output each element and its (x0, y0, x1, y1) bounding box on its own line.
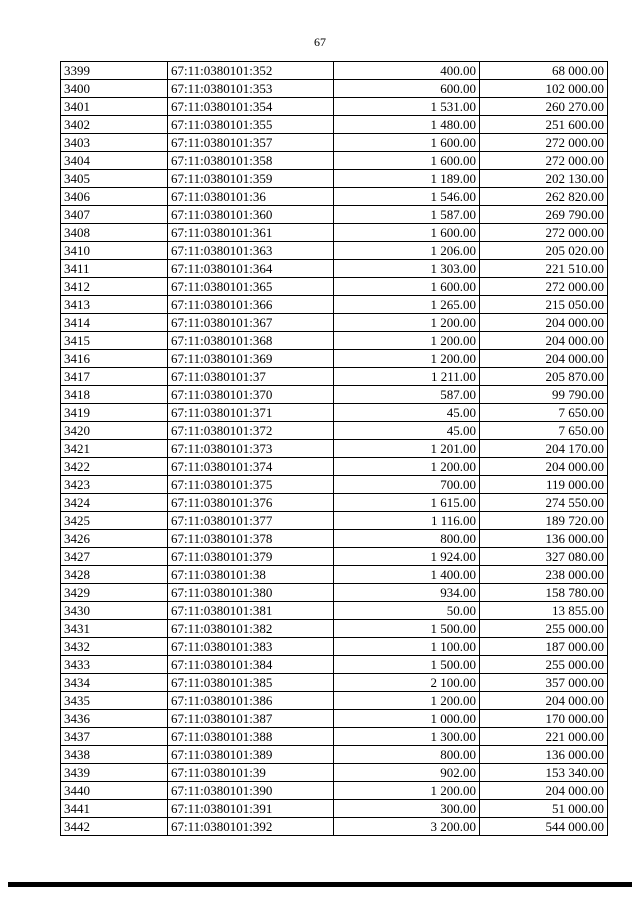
area-cell: 1 200.00 (334, 314, 480, 332)
cadastral-number-cell: 67:11:0380101:359 (168, 170, 334, 188)
row-number-cell: 3423 (61, 476, 168, 494)
table-row (61, 242, 608, 260)
row-number-cell: 3438 (61, 746, 168, 764)
cadastral-value-cell: 205 020.00 (480, 242, 608, 260)
area-cell: 1 480.00 (334, 116, 480, 134)
table-row (61, 188, 608, 206)
cadastral-number-cell: 67:11:0380101:370 (168, 386, 334, 404)
cadastral-number-cell: 67:11:0380101:39 (168, 764, 334, 782)
row-number-cell: 3402 (61, 116, 168, 134)
area-cell: 300.00 (334, 800, 480, 818)
row-number-cell: 3430 (61, 602, 168, 620)
table-row (61, 494, 608, 512)
area-cell: 1 200.00 (334, 782, 480, 800)
table-row (61, 548, 608, 566)
area-cell: 1 000.00 (334, 710, 480, 728)
row-number-cell: 3404 (61, 152, 168, 170)
table-row (61, 296, 608, 314)
cadastral-number-cell: 67:11:0380101:381 (168, 602, 334, 620)
cadastral-number-cell: 67:11:0380101:360 (168, 206, 334, 224)
area-cell: 1 189.00 (334, 170, 480, 188)
row-number-cell: 3417 (61, 368, 168, 386)
row-number-cell: 3403 (61, 134, 168, 152)
footer-rule (8, 882, 632, 887)
table-row (61, 134, 608, 152)
cadastral-value-cell: 204 000.00 (480, 314, 608, 332)
cadastral-value-cell: 7 650.00 (480, 422, 608, 440)
table-row (61, 656, 608, 674)
table-row (61, 314, 608, 332)
cadastral-value-cell: 269 790.00 (480, 206, 608, 224)
cadastral-number-cell: 67:11:0380101:391 (168, 800, 334, 818)
area-cell: 1 100.00 (334, 638, 480, 656)
cadastral-number-cell: 67:11:0380101:369 (168, 350, 334, 368)
cadastral-value-cell: 357 000.00 (480, 674, 608, 692)
cadastral-value-cell: 255 000.00 (480, 656, 608, 674)
row-number-cell: 3420 (61, 422, 168, 440)
area-cell: 600.00 (334, 80, 480, 98)
cadastral-number-cell: 67:11:0380101:371 (168, 404, 334, 422)
row-number-cell: 3415 (61, 332, 168, 350)
cadastral-value-cell: 221 510.00 (480, 260, 608, 278)
cadastral-value-cell: 204 000.00 (480, 458, 608, 476)
cadastral-number-cell: 67:11:0380101:366 (168, 296, 334, 314)
area-cell: 1 615.00 (334, 494, 480, 512)
cadastral-number-cell: 67:11:0380101:374 (168, 458, 334, 476)
row-number-cell: 3411 (61, 260, 168, 278)
cadastral-value-cell: 102 000.00 (480, 80, 608, 98)
row-number-cell: 3408 (61, 224, 168, 242)
row-number-cell: 3439 (61, 764, 168, 782)
table-row (61, 152, 608, 170)
cadastral-number-cell: 67:11:0380101:387 (168, 710, 334, 728)
row-number-cell: 3422 (61, 458, 168, 476)
area-cell: 1 206.00 (334, 242, 480, 260)
cadastral-number-cell: 67:11:0380101:357 (168, 134, 334, 152)
cadastral-value-cell: 204 000.00 (480, 350, 608, 368)
area-cell: 1 500.00 (334, 620, 480, 638)
cadastral-value-cell: 204 000.00 (480, 332, 608, 350)
table-row (61, 710, 608, 728)
table-row (61, 80, 608, 98)
cadastral-value-table (60, 61, 608, 836)
row-number-cell: 3428 (61, 566, 168, 584)
table-row (61, 278, 608, 296)
area-cell: 700.00 (334, 476, 480, 494)
row-number-cell: 3414 (61, 314, 168, 332)
table-row (61, 98, 608, 116)
area-cell: 800.00 (334, 746, 480, 764)
area-cell: 1 600.00 (334, 152, 480, 170)
cadastral-value-cell: 255 000.00 (480, 620, 608, 638)
row-number-cell: 3425 (61, 512, 168, 530)
cadastral-value-cell: 272 000.00 (480, 224, 608, 242)
table-row (61, 206, 608, 224)
area-cell: 587.00 (334, 386, 480, 404)
row-number-cell: 3407 (61, 206, 168, 224)
area-cell: 1 116.00 (334, 512, 480, 530)
table-row (61, 422, 608, 440)
row-number-cell: 3413 (61, 296, 168, 314)
cadastral-number-cell: 67:11:0380101:377 (168, 512, 334, 530)
row-number-cell: 3431 (61, 620, 168, 638)
cadastral-value-cell: 221 000.00 (480, 728, 608, 746)
area-cell: 1 600.00 (334, 224, 480, 242)
row-number-cell: 3429 (61, 584, 168, 602)
row-number-cell: 3399 (61, 62, 168, 80)
area-cell: 45.00 (334, 422, 480, 440)
area-cell: 1 400.00 (334, 566, 480, 584)
row-number-cell: 3424 (61, 494, 168, 512)
cadastral-number-cell: 67:11:0380101:390 (168, 782, 334, 800)
row-number-cell: 3406 (61, 188, 168, 206)
row-number-cell: 3427 (61, 548, 168, 566)
cadastral-number-cell: 67:11:0380101:386 (168, 692, 334, 710)
cadastral-number-cell: 67:11:0380101:38 (168, 566, 334, 584)
cadastral-number-cell: 67:11:0380101:380 (168, 584, 334, 602)
area-cell: 1 211.00 (334, 368, 480, 386)
area-cell: 1 200.00 (334, 458, 480, 476)
cadastral-value-cell: 544 000.00 (480, 818, 608, 836)
table-row (61, 692, 608, 710)
row-number-cell: 3405 (61, 170, 168, 188)
area-cell: 45.00 (334, 404, 480, 422)
table-row (61, 638, 608, 656)
area-cell: 934.00 (334, 584, 480, 602)
cadastral-value-cell: 272 000.00 (480, 152, 608, 170)
area-cell: 1 200.00 (334, 350, 480, 368)
cadastral-number-cell: 67:11:0380101:388 (168, 728, 334, 746)
table-row (61, 764, 608, 782)
cadastral-value-cell: 119 000.00 (480, 476, 608, 494)
cadastral-value-cell: 153 340.00 (480, 764, 608, 782)
table-row (61, 368, 608, 386)
cadastral-value-cell: 187 000.00 (480, 638, 608, 656)
page-number: 67 (314, 35, 326, 49)
cadastral-value-cell: 262 820.00 (480, 188, 608, 206)
area-cell: 400.00 (334, 62, 480, 80)
cadastral-number-cell: 67:11:0380101:373 (168, 440, 334, 458)
row-number-cell: 3426 (61, 530, 168, 548)
cadastral-number-cell: 67:11:0380101:392 (168, 818, 334, 836)
cadastral-value-cell: 7 650.00 (480, 404, 608, 422)
row-number-cell: 3442 (61, 818, 168, 836)
cadastral-number-cell: 67:11:0380101:36 (168, 188, 334, 206)
table-row (61, 584, 608, 602)
table-row (61, 62, 608, 80)
table-row (61, 566, 608, 584)
cadastral-number-cell: 67:11:0380101:376 (168, 494, 334, 512)
cadastral-number-cell: 67:11:0380101:363 (168, 242, 334, 260)
cadastral-number-cell: 67:11:0380101:353 (168, 80, 334, 98)
area-cell: 800.00 (334, 530, 480, 548)
table-row (61, 674, 608, 692)
cadastral-number-cell: 67:11:0380101:372 (168, 422, 334, 440)
area-cell: 1 600.00 (334, 278, 480, 296)
cadastral-number-cell: 67:11:0380101:379 (168, 548, 334, 566)
cadastral-number-cell: 67:11:0380101:358 (168, 152, 334, 170)
cadastral-value-cell: 238 000.00 (480, 566, 608, 584)
area-cell: 1 265.00 (334, 296, 480, 314)
cadastral-value-cell: 204 000.00 (480, 782, 608, 800)
cadastral-value-cell: 136 000.00 (480, 530, 608, 548)
area-cell: 1 531.00 (334, 98, 480, 116)
table-row (61, 746, 608, 764)
cadastral-value-cell: 251 600.00 (480, 116, 608, 134)
cadastral-number-cell: 67:11:0380101:383 (168, 638, 334, 656)
row-number-cell: 3410 (61, 242, 168, 260)
area-cell: 1 300.00 (334, 728, 480, 746)
cadastral-value-cell: 260 270.00 (480, 98, 608, 116)
area-cell: 1 600.00 (334, 134, 480, 152)
table-row (61, 170, 608, 188)
table-row (61, 332, 608, 350)
cadastral-number-cell: 67:11:0380101:352 (168, 62, 334, 80)
row-number-cell: 3418 (61, 386, 168, 404)
cadastral-number-cell: 67:11:0380101:378 (168, 530, 334, 548)
cadastral-value-cell: 204 000.00 (480, 692, 608, 710)
area-cell: 902.00 (334, 764, 480, 782)
table-row (61, 260, 608, 278)
row-number-cell: 3416 (61, 350, 168, 368)
area-cell: 1 200.00 (334, 332, 480, 350)
cadastral-value-cell: 170 000.00 (480, 710, 608, 728)
table-row (61, 530, 608, 548)
cadastral-value-cell: 13 855.00 (480, 602, 608, 620)
row-number-cell: 3435 (61, 692, 168, 710)
cadastral-number-cell: 67:11:0380101:355 (168, 116, 334, 134)
row-number-cell: 3412 (61, 278, 168, 296)
area-cell: 1 500.00 (334, 656, 480, 674)
table-row (61, 800, 608, 818)
row-number-cell: 3432 (61, 638, 168, 656)
row-number-cell: 3401 (61, 98, 168, 116)
area-cell: 1 200.00 (334, 692, 480, 710)
row-number-cell: 3421 (61, 440, 168, 458)
cadastral-value-cell: 274 550.00 (480, 494, 608, 512)
table-row (61, 116, 608, 134)
row-number-cell: 3400 (61, 80, 168, 98)
area-cell: 1 201.00 (334, 440, 480, 458)
row-number-cell: 3434 (61, 674, 168, 692)
row-number-cell: 3419 (61, 404, 168, 422)
cadastral-value-cell: 99 790.00 (480, 386, 608, 404)
table-body (61, 62, 608, 836)
cadastral-value-cell: 158 780.00 (480, 584, 608, 602)
row-number-cell: 3437 (61, 728, 168, 746)
cadastral-value-cell: 272 000.00 (480, 278, 608, 296)
table-row (61, 602, 608, 620)
cadastral-number-cell: 67:11:0380101:364 (168, 260, 334, 278)
cadastral-value-cell: 51 000.00 (480, 800, 608, 818)
area-cell: 2 100.00 (334, 674, 480, 692)
table-row (61, 782, 608, 800)
cadastral-number-cell: 67:11:0380101:354 (168, 98, 334, 116)
cadastral-value-cell: 202 130.00 (480, 170, 608, 188)
cadastral-value-cell: 189 720.00 (480, 512, 608, 530)
row-number-cell: 3433 (61, 656, 168, 674)
table-row (61, 440, 608, 458)
area-cell: 1 587.00 (334, 206, 480, 224)
area-cell: 1 924.00 (334, 548, 480, 566)
table-row (61, 818, 608, 836)
row-number-cell: 3440 (61, 782, 168, 800)
area-cell: 50.00 (334, 602, 480, 620)
row-number-cell: 3436 (61, 710, 168, 728)
table-row (61, 620, 608, 638)
cadastral-value-cell: 327 080.00 (480, 548, 608, 566)
table-row (61, 458, 608, 476)
cadastral-value-cell: 272 000.00 (480, 134, 608, 152)
area-cell: 3 200.00 (334, 818, 480, 836)
cadastral-number-cell: 67:11:0380101:37 (168, 368, 334, 386)
cadastral-value-cell: 68 000.00 (480, 62, 608, 80)
table-row (61, 350, 608, 368)
area-cell: 1 546.00 (334, 188, 480, 206)
table-row (61, 386, 608, 404)
table-row (61, 224, 608, 242)
cadastral-number-cell: 67:11:0380101:389 (168, 746, 334, 764)
table-row (61, 512, 608, 530)
cadastral-number-cell: 67:11:0380101:375 (168, 476, 334, 494)
cadastral-value-cell: 204 170.00 (480, 440, 608, 458)
cadastral-number-cell: 67:11:0380101:368 (168, 332, 334, 350)
table-row (61, 728, 608, 746)
cadastral-number-cell: 67:11:0380101:384 (168, 656, 334, 674)
cadastral-number-cell: 67:11:0380101:367 (168, 314, 334, 332)
table-row (61, 476, 608, 494)
cadastral-number-cell: 67:11:0380101:385 (168, 674, 334, 692)
cadastral-number-cell: 67:11:0380101:382 (168, 620, 334, 638)
cadastral-number-cell: 67:11:0380101:361 (168, 224, 334, 242)
cadastral-value-cell: 205 870.00 (480, 368, 608, 386)
row-number-cell: 3441 (61, 800, 168, 818)
cadastral-value-cell: 215 050.00 (480, 296, 608, 314)
cadastral-number-cell: 67:11:0380101:365 (168, 278, 334, 296)
area-cell: 1 303.00 (334, 260, 480, 278)
cadastral-value-cell: 136 000.00 (480, 746, 608, 764)
table-row (61, 404, 608, 422)
